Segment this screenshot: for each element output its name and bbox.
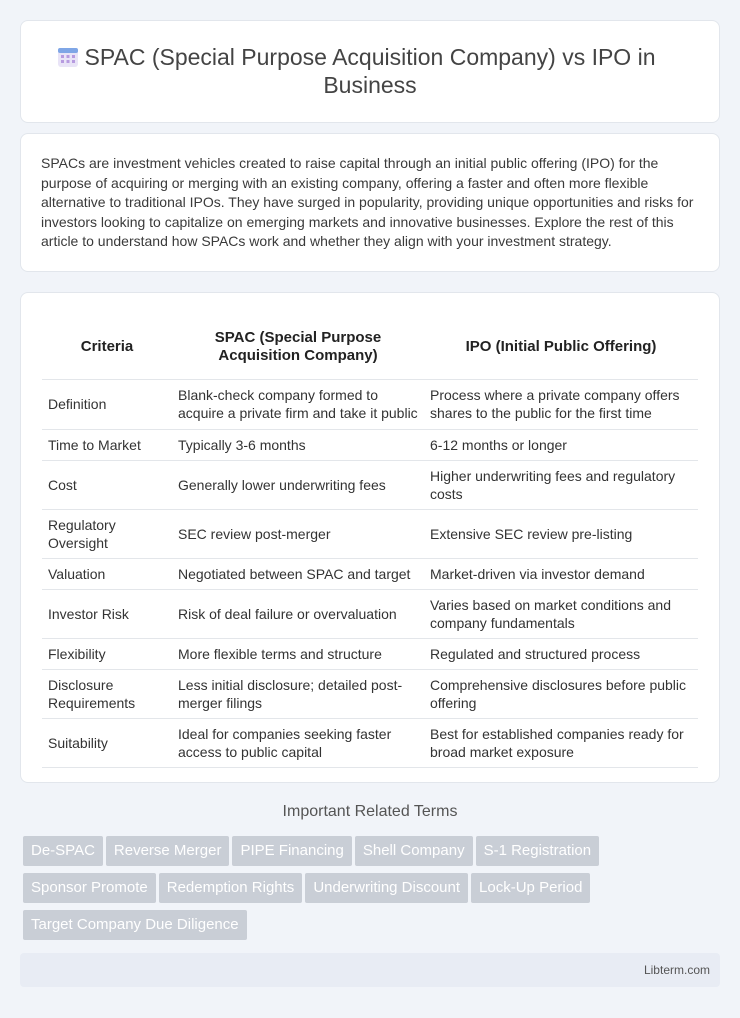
cell-ipo: Market-driven via investor demand [424,558,698,589]
cell-ipo: Best for established companies ready for broad market exposure [424,718,698,767]
cell-criteria: Definition [42,379,172,429]
cell-ipo: 6-12 months or longer [424,429,698,460]
related-term-tag[interactable]: S-1 Registration [476,836,600,866]
related-term-tag[interactable]: De-SPAC [23,836,103,866]
related-term-tag[interactable]: PIPE Financing [232,836,351,866]
page-title-line2: Business [323,72,417,98]
title-card [20,20,720,123]
cell-criteria: Valuation [42,558,172,589]
table-row [42,718,698,767]
cell-spac: Generally lower underwriting fees [172,460,424,509]
cell-spac: Less initial disclosure; detailed post-merger filings [172,669,424,718]
header-ipo: IPO (Initial Public Offering) [424,315,698,379]
cell-spac: Negotiated between SPAC and target [172,558,424,589]
cell-criteria: Disclosure Requirements [42,669,172,718]
related-terms-title: Important Related Terms [282,803,458,820]
header-criteria: Criteria [42,315,172,379]
cell-ipo: Extensive SEC review pre-listing [424,509,698,558]
cell-ipo: Varies based on market conditions and company fundamentals [424,589,698,638]
table-header-row [42,315,698,379]
related-term-tag[interactable]: Underwriting Discount [305,873,468,903]
intro-paragraph: SPACs are investment vehicles created to raise capital through an initial public offering (IPO) for the purpose of acquiring or merging with an existing company, offering a faster and often more flexible alternative to traditional IPOs. They have surged in popularity, providing unique opportunities and risks for investors looking to capitalize on emerging markets and innovative businesses. Explore the rest of this article to understand how SPACs work and whether they align with your investment strategy. [41,155,694,250]
related-term-tag[interactable]: Sponsor Promote [23,873,156,903]
comparison-table [42,315,698,768]
cell-spac: Typically 3-6 months [172,429,424,460]
related-term-tag[interactable]: Lock-Up Period [471,873,590,903]
cell-ipo: Higher underwriting fees and regulatory costs [424,460,698,509]
cell-criteria: Regulatory Oversight [42,509,172,558]
cell-spac: More flexible terms and structure [172,638,424,669]
cell-spac: Ideal for companies seeking faster access to public capital [172,718,424,767]
cell-criteria: Suitability [42,718,172,767]
table-row [42,429,698,460]
related-term-tag[interactable]: Target Company Due Diligence [23,910,247,940]
cell-spac: SEC review post-merger [172,509,424,558]
table-row [42,379,698,429]
table-row [42,460,698,509]
header-spac: SPAC (Special Purpose Acquisition Company) [172,315,424,379]
page-title [21,43,719,99]
page-title-line1: SPAC (Special Purpose Acquisition Company) vs IPO in [84,44,656,70]
cell-spac: Risk of deal failure or overvaluation [172,589,424,638]
table-row [42,509,698,558]
footer [20,953,720,987]
related-terms-list [23,836,723,947]
cell-spac: Blank-check company formed to acquire a private firm and take it public [172,379,424,429]
related-term-tag[interactable]: Redemption Rights [159,873,303,903]
comparison-card [20,292,720,783]
table-row [42,638,698,669]
table-row [42,558,698,589]
related-term-tag[interactable]: Shell Company [355,836,473,866]
related-term-tag[interactable]: Reverse Merger [106,836,230,866]
cell-ipo: Process where a private company offers shares to the public for the first time [424,379,698,429]
cell-criteria: Cost [42,460,172,509]
cell-ipo: Regulated and structured process [424,638,698,669]
cell-criteria: Investor Risk [42,589,172,638]
table-row [42,669,698,718]
cell-criteria: Flexibility [42,638,172,669]
intro-card [20,133,720,272]
footer-site-link[interactable]: Libterm.com [643,963,710,977]
cell-ipo: Comprehensive disclosures before public offering [424,669,698,718]
table-row [42,589,698,638]
cell-criteria: Time to Market [42,429,172,460]
